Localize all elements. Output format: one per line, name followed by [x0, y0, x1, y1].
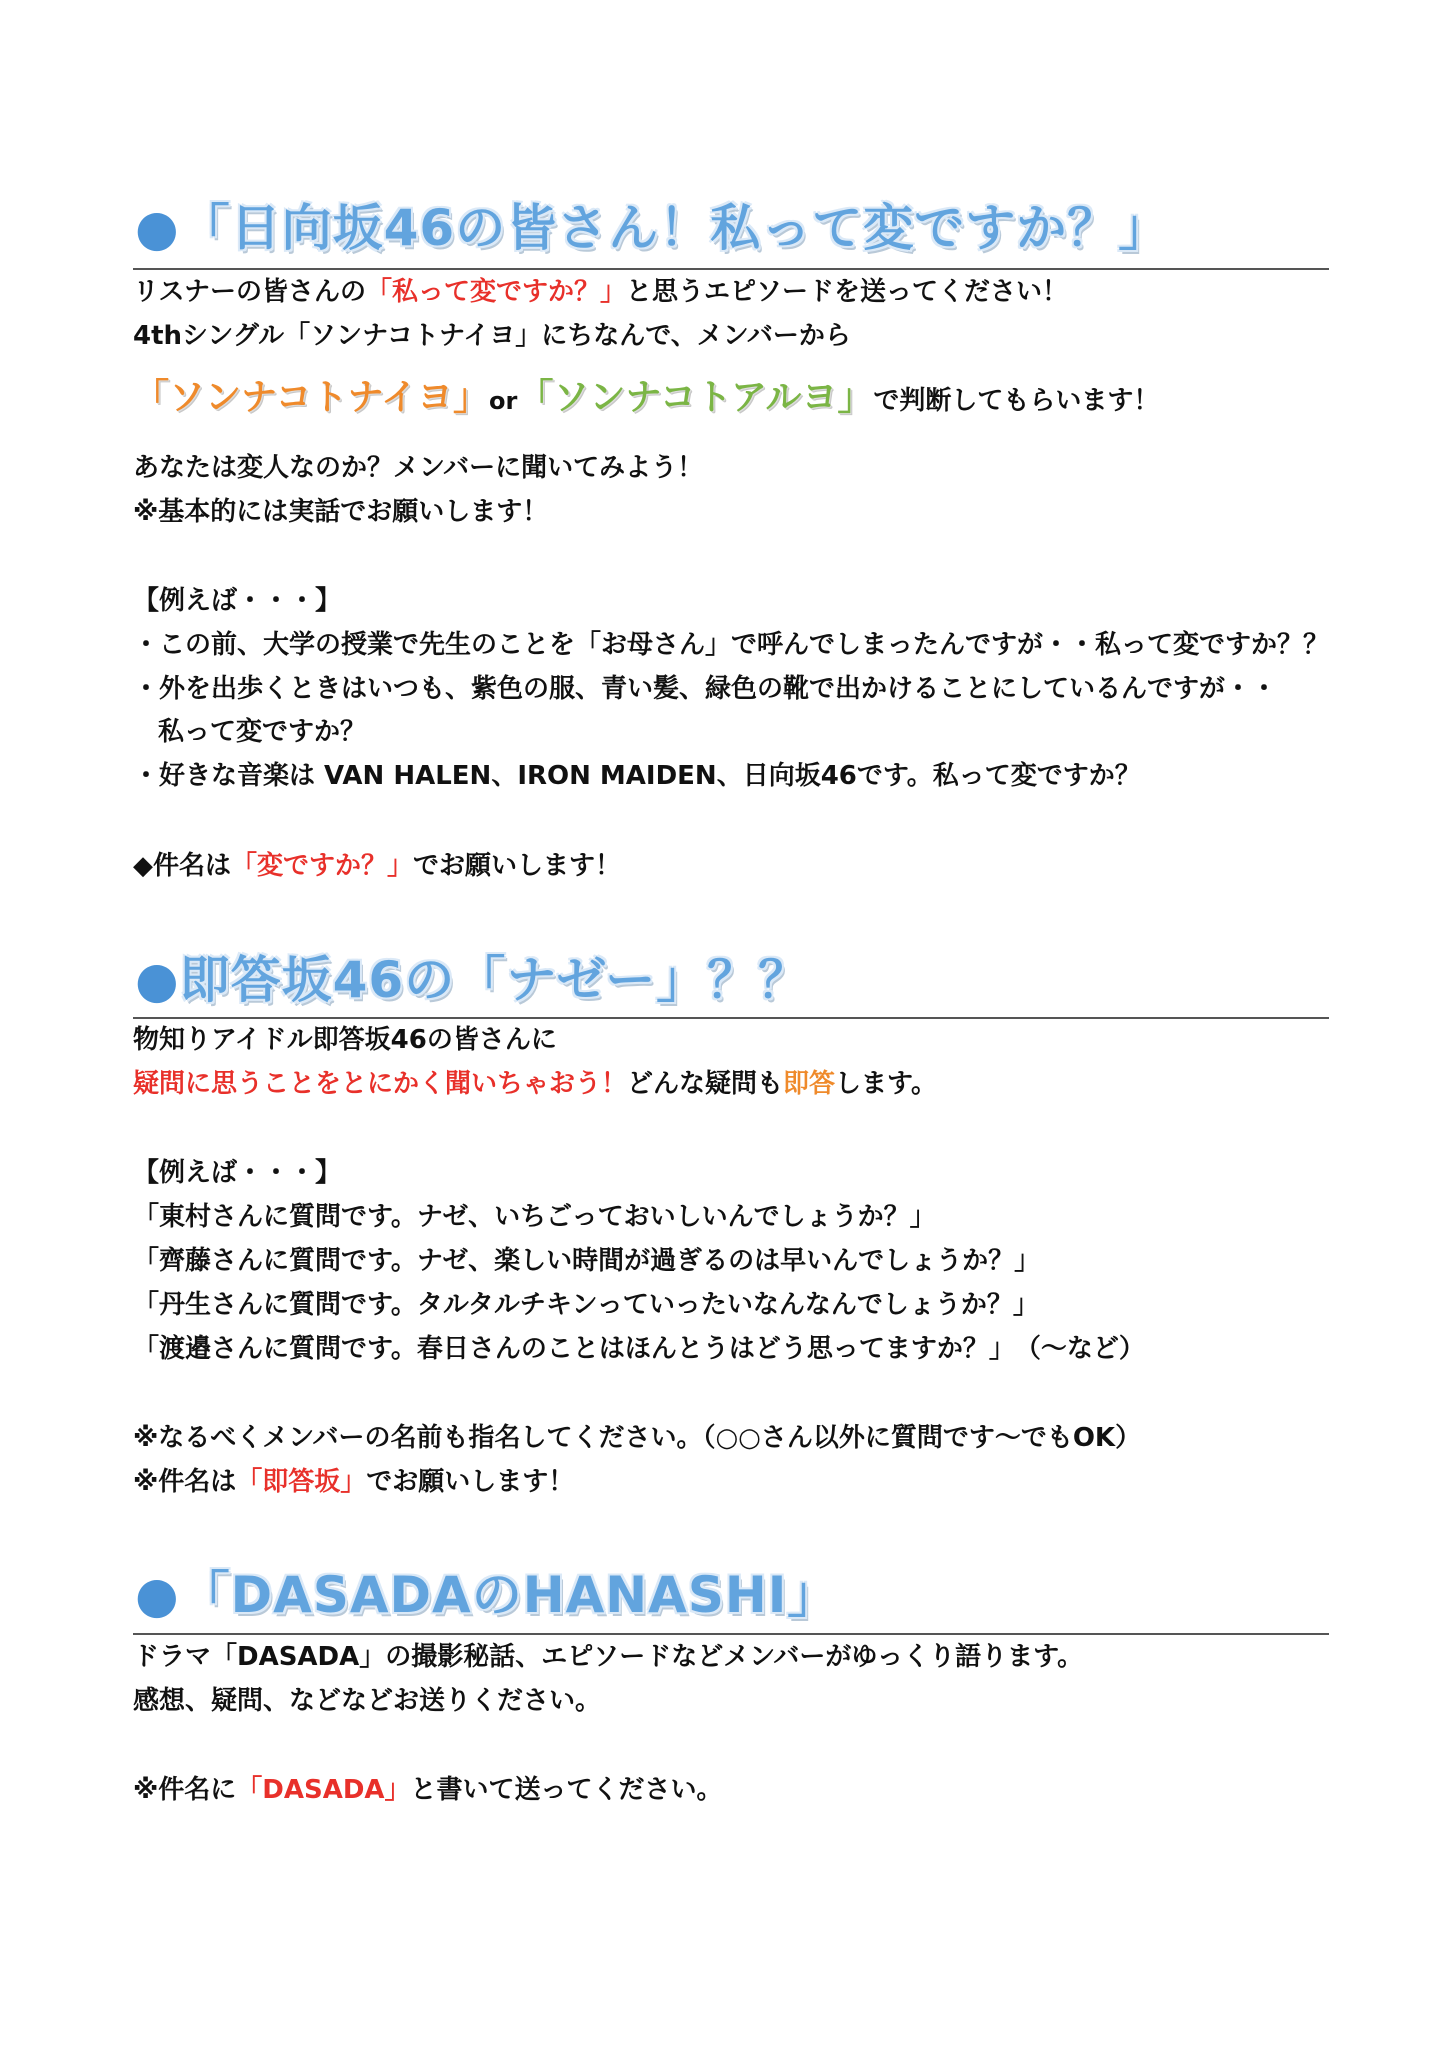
- section2-heading: [135, 940, 809, 1012]
- section2-note: ※なるべくメンバーの名前も指名してください。（○○さん以外に質問です～でもOK）: [133, 1423, 1142, 1453]
- section3-heading-text: 「DASADAのHANASHI」: [179, 1566, 839, 1624]
- section1-examples-title: 【例えば・・・】: [133, 586, 342, 616]
- section1-intro1-a: リスナーの皆さんの: [133, 277, 366, 307]
- section2-example-3: 「丹生さんに質問です。タルタルチキンっていったいなんなんでしょうか？」: [133, 1290, 1039, 1320]
- section1-choice-line: [133, 376, 1159, 423]
- section2-example-2: 「齊藤さんに質問です。ナゼ、楽しい時間が過ぎるのは早いんでしょうか？」: [133, 1246, 1041, 1276]
- section2-intro2: [133, 1068, 937, 1100]
- section1-example-1: ・この前、大学の授業で先生のことを「お母さん」で呼んでしまったんですが・・私って変ですか？？: [133, 630, 1330, 660]
- choice-tail: で判断してもらいます！: [873, 386, 1160, 416]
- section2-example-1: 「東村さんに質問です。ナゼ、いちごっておいしいんでしょうか？」: [133, 1202, 936, 1232]
- section1-line5: ※基本的には実話でお願いします！: [133, 497, 549, 527]
- choice-or: or: [489, 387, 518, 415]
- section1-line4: あなたは変人なのか？メンバーに聞いてみよう！: [133, 453, 704, 483]
- section3-subject: [133, 1774, 723, 1806]
- section2-example-4: 「渡邉さんに質問です。春日さんのことはほんとうはどう思ってますか？」 （～など）: [133, 1334, 1145, 1364]
- section2-subject-c: でお願いします！: [366, 1467, 575, 1497]
- section3-subject-a: ※件名に: [133, 1775, 237, 1805]
- choice-aru-yo: 「ソンナコトアルヨ」: [517, 377, 874, 418]
- section1-intro1-c: と思うエピソードを送ってください！: [625, 277, 1068, 307]
- section1-example-2: ・外を出歩くときはいつも、紫色の服、青い髪、緑色の靴で出かけることにしているんですが・・: [133, 674, 1278, 704]
- section3-heading: [135, 1555, 838, 1627]
- section1-intro1-highlight: 「私って変ですか？」: [365, 277, 626, 307]
- section3-subject-c: と書いて送ってください。: [410, 1775, 723, 1805]
- bullet-dot-icon: ●: [135, 1566, 180, 1624]
- section2-intro2-highlight: 疑問に思うことをとにかく聞いちゃおう！: [133, 1069, 628, 1099]
- section1-example-3: ・好きな音楽は VAN HALEN、IRON MAIDEN、日向坂46です。私って変ですか？: [133, 761, 1141, 791]
- section2-intro2-sokuto: 即答: [783, 1069, 836, 1099]
- section3-intro2: 感想、疑問、などなどお送りください。: [133, 1686, 602, 1716]
- section3-divider: [133, 1633, 1329, 1635]
- section2-intro2-b: どんな疑問も: [627, 1069, 784, 1099]
- bullet-dot-icon: ●: [135, 951, 180, 1009]
- section1-heading-text: 「日向坂46の皆さん！私って変ですか？」: [179, 199, 1170, 257]
- section1-intro1: [133, 276, 1068, 308]
- section1-heading: [135, 188, 1169, 260]
- choice-nai-yo: 「ソンナコトナイヨ」: [133, 377, 490, 418]
- section2-intro1: 物知りアイドル即答坂46の皆さんに: [133, 1025, 557, 1055]
- section1-intro2: 4thシングル「ソンナコトナイヨ」にちなんで、メンバーから: [133, 321, 851, 351]
- section1-divider: [133, 268, 1329, 270]
- section2-divider: [133, 1017, 1329, 1019]
- section1-example-2-cont: 私って変ですか？: [158, 717, 367, 747]
- section2-subject-a: ※件名は: [133, 1467, 237, 1497]
- section2-heading-text: 即答坂46の「ナゼー」？？: [179, 951, 810, 1009]
- section1-subject: [133, 850, 621, 882]
- section1-subject-highlight: 「変ですか？」: [231, 851, 414, 881]
- section2-subject-highlight: 「即答坂」: [236, 1467, 367, 1497]
- bullet-dot-icon: ●: [135, 199, 180, 257]
- section3-intro1: ドラマ「DASADA」の撮影秘話、エピソードなどメンバーがゆっくり語ります。: [133, 1642, 1084, 1672]
- section2-intro2-d: します。: [835, 1069, 937, 1099]
- section3-subject-highlight: 「DASADA」: [236, 1775, 411, 1805]
- section2-subject: [133, 1466, 574, 1498]
- section1-subject-a: ◆件名は: [133, 851, 231, 881]
- section1-subject-c: でお願いします！: [413, 851, 622, 881]
- section2-examples-title: 【例えば・・・】: [133, 1158, 342, 1188]
